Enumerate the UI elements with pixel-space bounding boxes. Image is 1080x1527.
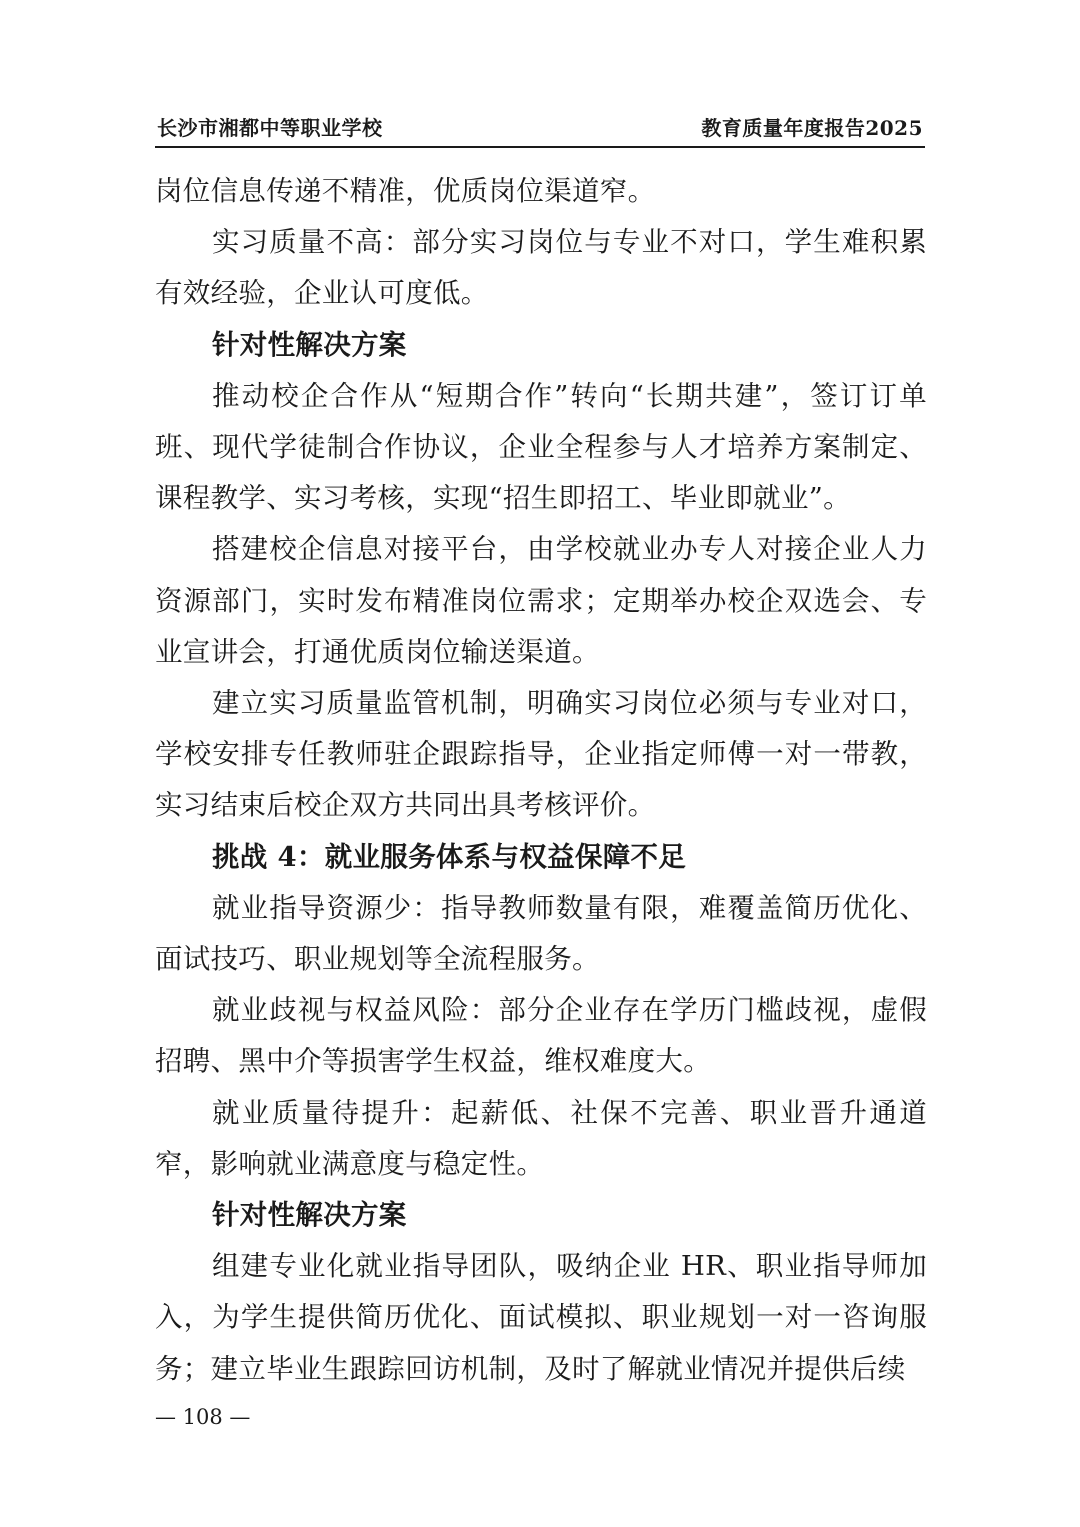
- section-heading: 针对性解决方案: [212, 1199, 407, 1232]
- paragraph-text: 建立实习质量监管机制，明确实习岗位必须与专业对口，学校安排专任教师驻企跟踪指导，企业指定师傅一对一带教，实习结束后校企双方共同出具考核评价。: [155, 687, 927, 822]
- header-school-name: 长沙市湘都中等职业学校: [157, 116, 383, 140]
- paragraph-text: 就业指导资源少：指导教师数量有限，难覆盖简历优化、面试技巧、职业规划等全流程服务。: [155, 891, 927, 976]
- paragraph-text: 就业质量待提升：起薪低、社保不完善、职业晋升通道窄，影响就业满意度与稳定性。: [155, 1096, 927, 1180]
- page-number: — 108 —: [155, 1405, 251, 1429]
- paragraph-text: 搭建校企信息对接平台，由学校就业办专人对接企业人力资源部门，实时发布精准岗位需求；定期举办校企双选会、专业宣讲会，打通优质岗位输送渠道。: [155, 533, 927, 668]
- body-content: [155, 166, 927, 1395]
- paragraph-text: 推动校企合作从“短期合作”转向“长期共建”，签订订单班、现代学徒制合作协议，企业全程参与人才培养方案制定、课程教学、实习考核，实现“招生即招工、毕业即就业”。: [155, 379, 927, 515]
- section-heading: 挑战 4：就业服务体系与权益保障不足: [212, 840, 687, 873]
- header-report-title: 教育质量年度报告2025: [701, 116, 923, 140]
- page-header: [155, 108, 925, 148]
- paragraph-text: 就业歧视与权益风险：部分企业存在学历门槛歧视，虚假招聘、黑中介等损害学生权益，维权难度大。: [155, 994, 927, 1078]
- paragraph-text: 组建专业化就业指导团队，吸纳企业 HR、职业指导师加入，为学生提供简历优化、面试模拟、职业规划一对一咨询服务；建立毕业生跟踪回访机制，及时了解就业情况并提供后续: [155, 1250, 927, 1385]
- paragraph-text: 岗位信息传递不精准，优质岗位渠道窄。: [155, 175, 656, 207]
- paragraph-text: 实习质量不高：部分实习岗位与专业不对口，学生难积累有效经验，企业认可度低。: [155, 226, 927, 310]
- section-heading: 针对性解决方案: [212, 328, 407, 361]
